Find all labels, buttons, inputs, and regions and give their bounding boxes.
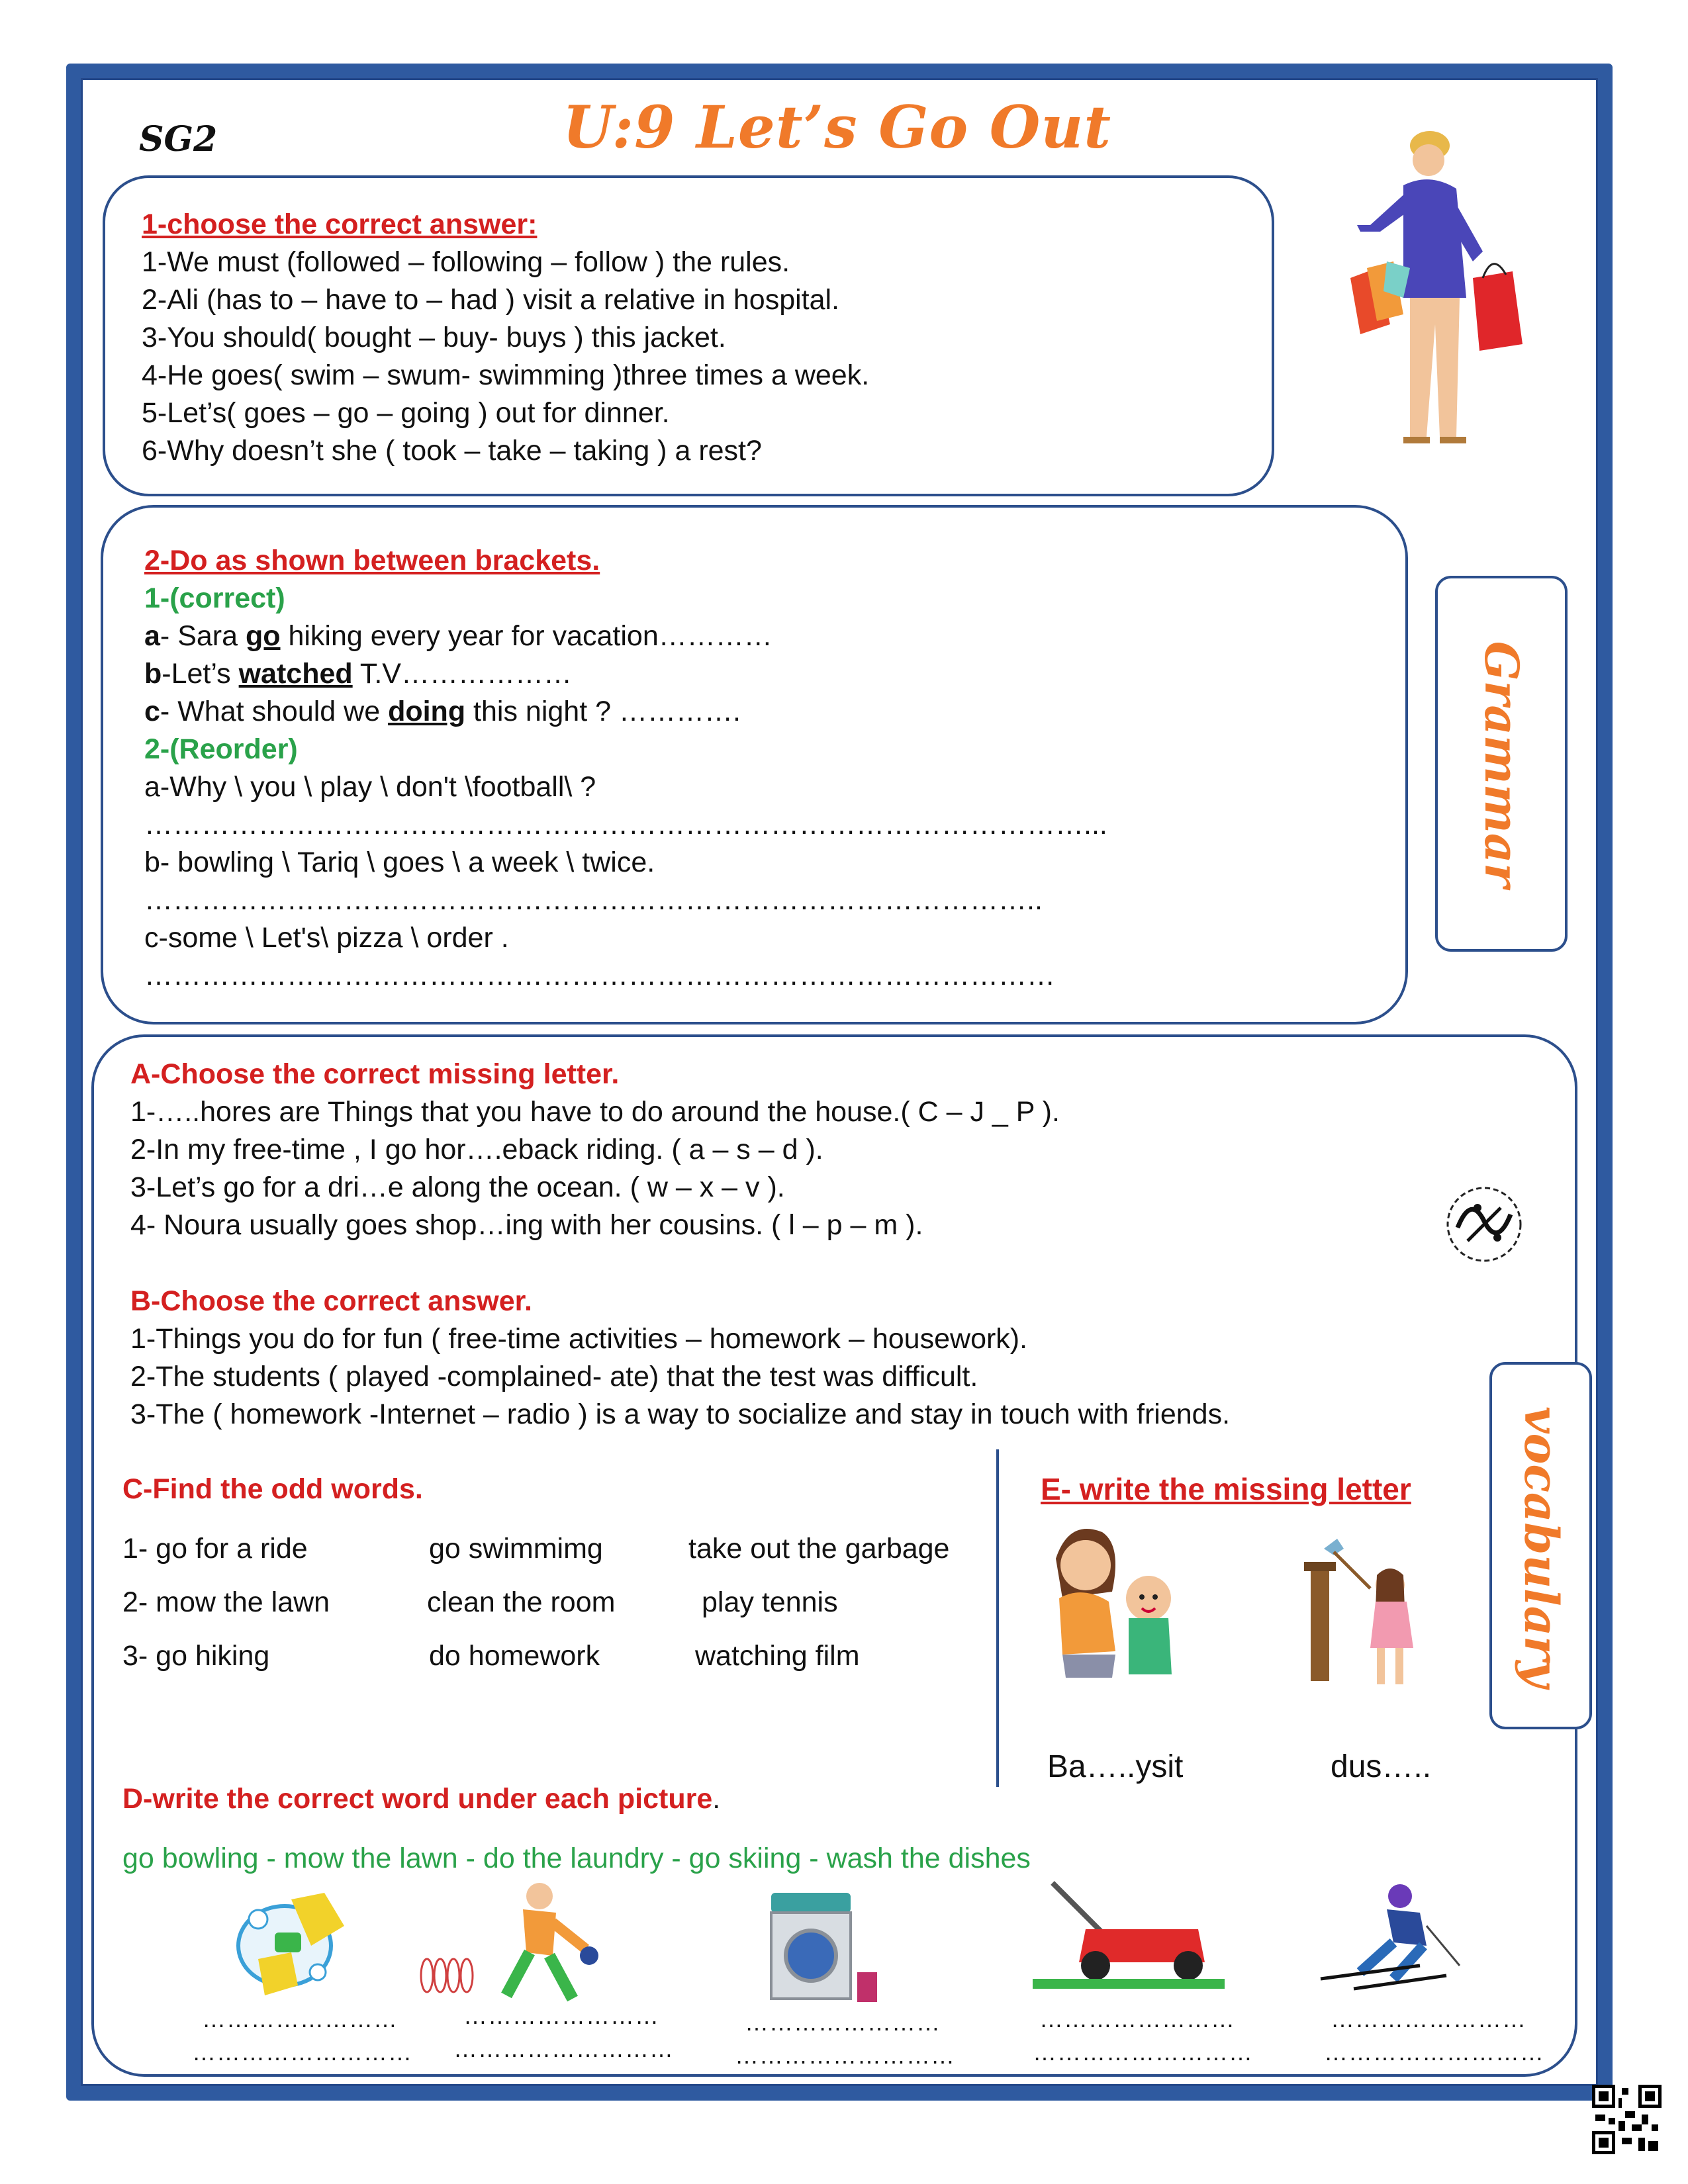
dusting-illustration bbox=[1297, 1535, 1436, 1694]
section2-heading: 2-Do as shown between brackets. bbox=[144, 545, 600, 576]
answer-blank[interactable]: …………………… bbox=[463, 2002, 659, 2029]
answer-blank[interactable]: …………………… bbox=[745, 2009, 941, 2036]
lawn-mower-picture bbox=[1033, 1876, 1225, 1989]
section-choose-correct-answer bbox=[103, 175, 1274, 496]
section1-item: 6-Why doesn’t she ( took – take – taking ) a rest? bbox=[142, 435, 762, 467]
reorder-label: 2-(Reorder) bbox=[144, 733, 298, 765]
worksheet-code: SG2 bbox=[139, 119, 218, 159]
answer-blank[interactable]: …………………… bbox=[1331, 2005, 1526, 2032]
correct-item-c: c- What should we doing this night ? …………. bbox=[144, 696, 741, 727]
qr-code bbox=[1592, 2085, 1662, 2154]
sectionA-item: 2-In my free-time , I go hor….eback riding. ( a – s – d ). bbox=[130, 1134, 823, 1165]
odd-word: clean the room bbox=[427, 1586, 616, 1618]
answer-blank[interactable]: ……………………… bbox=[192, 2038, 412, 2066]
odd-word: do homework bbox=[429, 1640, 600, 1672]
reorder-question-c: c-some \ Let's\ pizza \ order . bbox=[144, 922, 509, 954]
missing-letter-word: dus….. bbox=[1331, 1749, 1432, 1784]
reorder-answer-line-a[interactable]: ………………………………………………………………………………………... bbox=[144, 809, 1107, 841]
sectionC-heading: C-Find the odd words. bbox=[122, 1473, 423, 1505]
sectionB-heading: B-Choose the correct answer. bbox=[130, 1285, 532, 1317]
sectionA-heading: A-Choose the correct missing letter. bbox=[130, 1058, 620, 1090]
vocabulary-label: vocabulary bbox=[1514, 1406, 1569, 1688]
odd-word: go swimmimg bbox=[429, 1533, 603, 1565]
missing-letter-word: Ba…..ysit bbox=[1047, 1749, 1184, 1784]
wash-dishes-picture bbox=[218, 1886, 351, 2005]
answer-blank[interactable]: ……………………… bbox=[735, 2042, 955, 2069]
section1-item: 1-We must (followed – following – follow ) the rules. bbox=[142, 246, 790, 278]
sectionA-item: 4- Noura usually goes shop…ing with her cousins. ( l – p – m ). bbox=[130, 1209, 923, 1241]
skiing-picture bbox=[1314, 1880, 1479, 1992]
sectionB-item: 2-The students ( played -complained- ate) that the test was difficult. bbox=[130, 1361, 978, 1392]
shopping-man-illustration bbox=[1331, 126, 1549, 450]
section1-item: 2-Ali (has to – have to – had ) visit a relative in hospital. bbox=[142, 284, 840, 316]
reorder-answer-line-c[interactable]: …………………………………………………………………………………… bbox=[144, 960, 1055, 991]
answer-blank[interactable]: ……………………… bbox=[1324, 2038, 1544, 2066]
correct-label: 1-(correct) bbox=[144, 582, 285, 614]
odd-word: 1- go for a ride bbox=[122, 1533, 308, 1565]
correct-item-a: a- Sara go hiking every year for vacation………… bbox=[144, 620, 773, 652]
odd-word: take out the garbage bbox=[688, 1533, 950, 1565]
odd-word: 2- mow the lawn bbox=[122, 1586, 330, 1618]
section-do-as-shown bbox=[101, 505, 1408, 1024]
word-bank: go bowling - mow the lawn - do the laundry - go skiing - wash the dishes bbox=[122, 1843, 1031, 1874]
odd-word: 3- go hiking bbox=[122, 1640, 270, 1672]
reorder-question-a: a-Why \ you \ play \ don't \football\ ? bbox=[144, 771, 596, 803]
answer-blank[interactable]: …………………… bbox=[1039, 2005, 1235, 2032]
odd-word: watching film bbox=[695, 1640, 860, 1672]
reorder-answer-line-b[interactable]: ………………………………………………………………………………….. bbox=[144, 884, 1043, 916]
calligraphy-emblem bbox=[1438, 1181, 1530, 1267]
answer-blank[interactable]: ……………………… bbox=[453, 2035, 674, 2062]
sectionE-heading: E- write the missing letter bbox=[1041, 1472, 1411, 1506]
sectionB-item: 1-Things you do for fun ( free-time activities – homework – housework). bbox=[130, 1323, 1028, 1355]
sectionA-item: 1-…..hores are Things that you have to do around the house.( C – J _ P ). bbox=[130, 1096, 1060, 1128]
section1-item: 4-He goes( swim – swum- swimming )three times a week. bbox=[142, 359, 870, 391]
bowling-picture bbox=[414, 1876, 612, 2009]
section1-item: 5-Let’s( goes – go – going ) out for dinner. bbox=[142, 397, 670, 429]
odd-word: play tennis bbox=[702, 1586, 838, 1618]
section1-heading: 1-choose the correct answer: bbox=[142, 208, 538, 240]
section-divider bbox=[996, 1449, 999, 1787]
sectionB-item: 3-The ( homework -Internet – radio ) is a way to socialize and stay in touch with friends. bbox=[130, 1398, 1231, 1430]
correct-item-b: b-Let’s watched T.V……………… bbox=[144, 658, 572, 690]
answer-blank[interactable]: ……………………… bbox=[1033, 2038, 1253, 2066]
grammar-label: Grammar bbox=[1474, 641, 1529, 888]
page-title: U:9 Let’s Go Out bbox=[563, 93, 1112, 161]
answer-blank[interactable]: …………………… bbox=[202, 2005, 398, 2032]
babysitting-illustration bbox=[1043, 1519, 1195, 1684]
laundry-picture bbox=[765, 1880, 884, 2005]
reorder-question-b: b- bowling \ Tariq \ goes \ a week \ twice. bbox=[144, 846, 655, 878]
sectionD-heading: D-write the correct word under each picture. bbox=[122, 1783, 721, 1815]
sectionA-item: 3-Let’s go for a dri…e along the ocean. ( w – x – v ). bbox=[130, 1171, 785, 1203]
section1-item: 3-You should( bought – buy- buys ) this jacket. bbox=[142, 322, 726, 353]
